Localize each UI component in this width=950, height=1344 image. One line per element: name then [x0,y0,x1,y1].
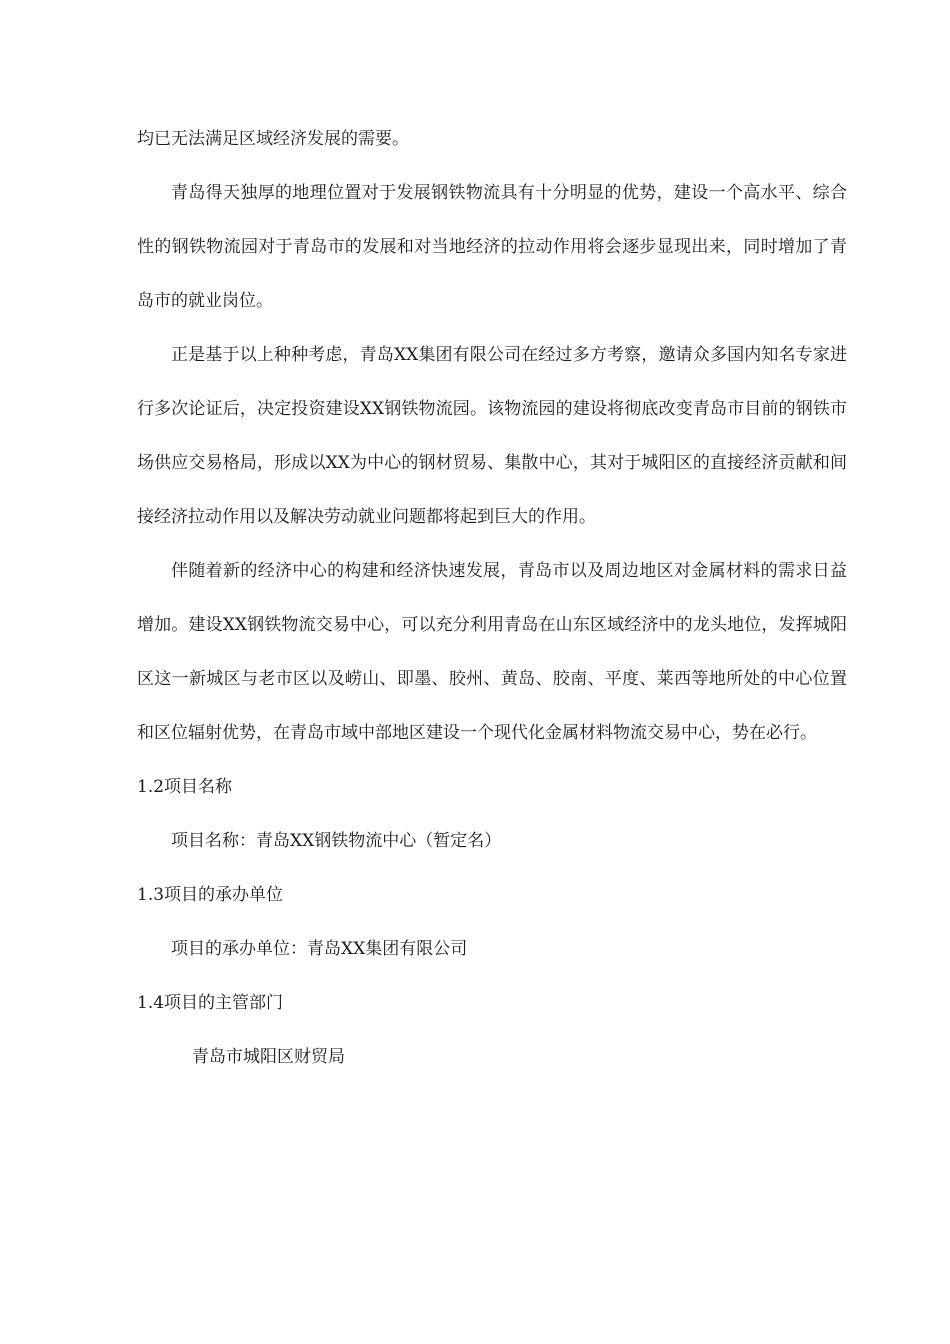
section-heading-organizer: 1.3项目的承办单位 [137,885,284,905]
paragraph-demand-growth: 伴随着新的经济中心的构建和经济快速发展，青岛市以及周边地区对金属材料的需求日益增加。建设XX钢铁物流交易中心，可以充分利用青岛在山东区域经济中的龙头地位，发挥城阳区这一新城区与老市区以及崂山、即墨、胶州、黄岛、胶南、平度、莱西等地所处的中心位置和区位辐射优势，在青岛市域中部地区建设一个现代化金属材料物流交易中心，势在必行。 [137,561,847,743]
paragraph-geography-advantage: 青岛得天独厚的地理位置对于发展钢铁物流具有十分明显的优势，建设一个高水平、综合性的钢铁物流园对于青岛市的发展和对当地经济的拉动作用将会逐步显现出来，同时增加了青岛市的就业岗位。 [137,183,847,311]
section-content-authority: 青岛市城阳区财贸局 [192,1047,345,1067]
section-content-project-name: 项目名称：青岛XX钢铁物流中心（暂定名） [171,831,502,851]
paragraph-continuation: 均已无法满足区域经济发展的需要。 [137,129,409,149]
section-content-organizer: 项目的承办单位：青岛XX集团有限公司 [171,939,468,959]
document-page [137,112,847,1084]
paragraph-investment-decision: 正是基于以上种种考虑，青岛XX集团有限公司在经过多方考察，邀请众多国内知名专家进行多次论证后，决定投资建设XX钢铁物流园。该物流园的建设将彻底改变青岛市目前的钢铁市场供应交易格局，形成以XX为中心的钢材贸易、集散中心，其对于城阳区的直接经济贡献和间接经济拉动作用以及解决劳动就业问题都将起到巨大的作用。 [137,345,847,527]
section-heading-authority: 1.4项目的主管部门 [137,993,284,1013]
section-heading-project-name: 1.2项目名称 [137,777,233,797]
